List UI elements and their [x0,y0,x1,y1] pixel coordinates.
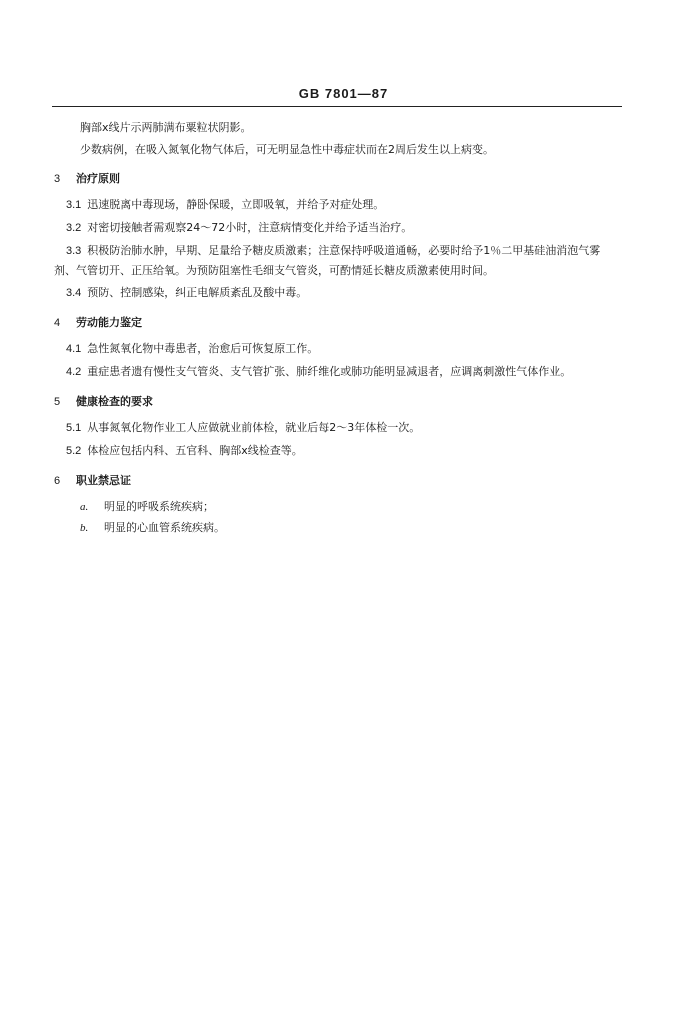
clause-text: 体检应包括内科、五官科、胸部x线检查等。 [87,444,303,457]
section-heading [54,313,620,333]
section-number: 6 [54,475,61,487]
clause [54,218,620,238]
clause [54,241,620,280]
clause-number: 5.1 [66,422,82,434]
section-heading [54,471,620,491]
clause [54,195,620,215]
document-body [54,118,620,539]
section-5 [54,392,620,461]
list-text: 明显的心血管系统疾病。 [104,521,225,534]
clause-text: 对密切接触者需观察24～72小时，注意病情变化并给予适当治疗。 [87,221,413,234]
clause [54,418,620,438]
list-item [54,518,620,538]
header-rule [52,106,622,107]
clause [54,283,620,303]
clause-number: 3.2 [66,222,82,234]
section-title: 治疗原则 [76,172,120,185]
section-number: 5 [54,396,61,408]
section-6 [54,471,620,538]
list-text: 明显的呼吸系统疾病； [104,500,214,513]
clause-text: 从事氮氧化物作业工人应做就业前体检，就业后每2～3年体检一次。 [87,421,421,434]
clause-number: 3.4 [66,287,82,299]
section-heading [54,169,620,189]
section-title: 职业禁忌证 [76,474,131,487]
clause-text: 积极防治肺水肿，早期、足量给予糖皮质激素；注意保持呼吸道通畅，必要时给予1％二甲基硅油消泡气雾剂、气管切开、正压给氧。为预防阻塞性毛细支气管炎，可酌情延长糖皮质激素使用时间。 [54,244,601,277]
list-letter: b. [80,522,89,534]
intro-paragraph: 少数病例，在吸入氮氧化物气体后，可无明显急性中毒症状而在2周后发生以上病变。 [80,143,494,156]
clause-text: 迅速脱离中毒现场，静卧保暖，立即吸氧，并给予对症处理。 [87,198,385,211]
section-heading [54,392,620,412]
section-title: 健康检查的要求 [76,395,153,408]
clause-number: 4.1 [66,343,82,355]
clause [54,339,620,359]
clause-number: 5.2 [66,445,82,457]
intro-paragraph: 胸部x线片示两肺满布粟粒状阴影。 [80,121,252,134]
clause-number: 4.2 [66,366,82,378]
list-letter: a. [80,501,89,513]
section-number: 3 [54,173,61,185]
list-item [54,497,620,517]
section-number: 4 [54,317,61,329]
section-4 [54,313,620,382]
section-title: 劳动能力鉴定 [76,316,142,329]
clause-number: 3.3 [66,245,82,257]
clause-text: 急性氮氧化物中毒患者，治愈后可恢复原工作。 [87,342,319,355]
clause-text: 重症患者遗有慢性支气管炎、支气管扩张、肺纤维化或肺功能明显减退者，应调离刺激性气体作业。 [87,365,572,378]
section-3 [54,169,620,303]
clause-number: 3.1 [66,199,82,211]
clause [54,362,620,382]
clause-text: 预防、控制感染，纠正电解质紊乱及酸中毒。 [87,286,308,299]
standard-code-header: GB 7801—87 [298,86,389,101]
clause [54,441,620,461]
